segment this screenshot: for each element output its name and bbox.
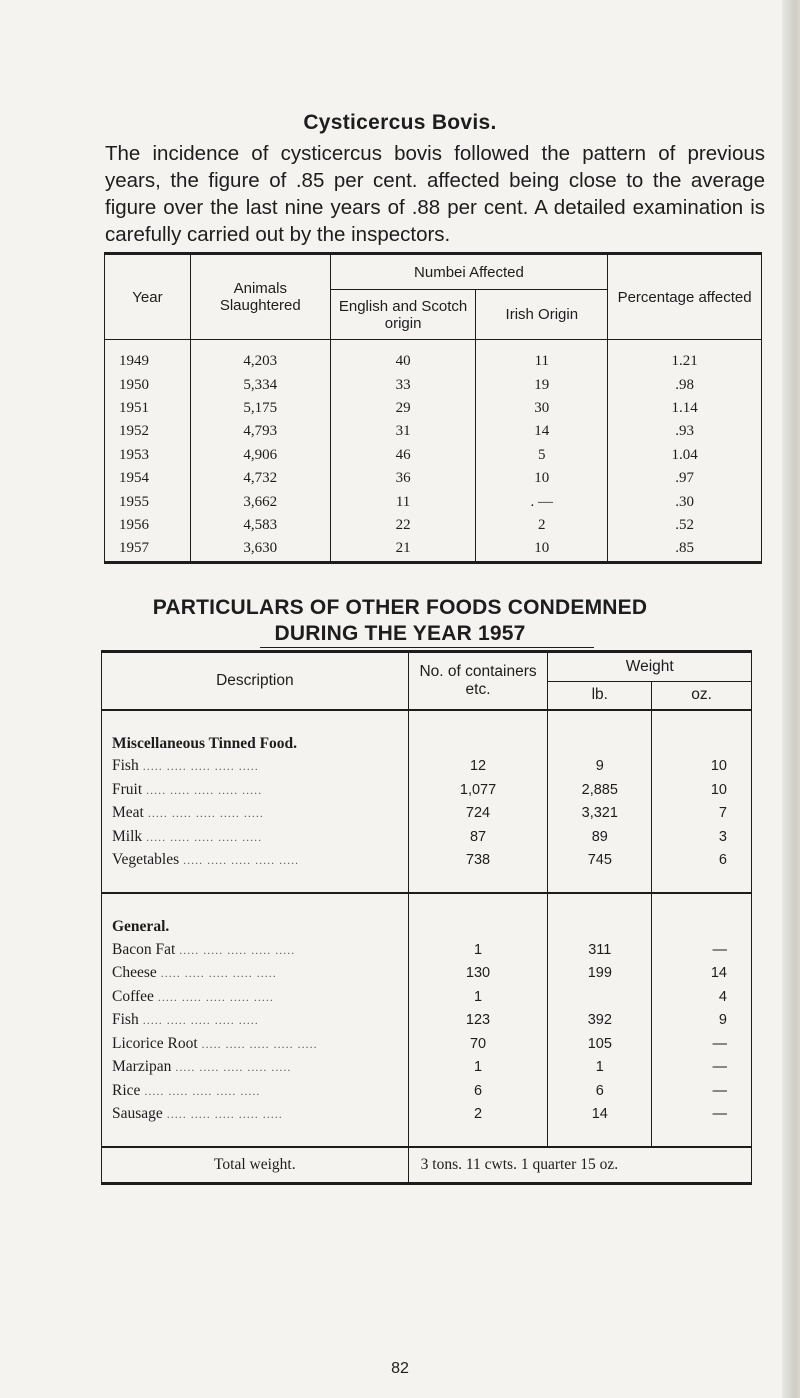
table-row [102,849,752,873]
cell-irish: . — [476,490,608,513]
empty-cell [408,710,548,755]
cell-animals: 4,906 [190,444,330,467]
cell-year: 1956 [105,514,191,537]
cell-english: 33 [330,373,476,396]
cell-lb: 392 [548,1009,652,1033]
dot-leader: ..... ..... ..... ..... ..... [138,1013,259,1028]
page-edge-shadow [782,0,800,1398]
cell-containers: 1 [408,938,548,962]
dot-leader: ..... ..... ..... ..... ..... [153,989,274,1004]
cell-percentage: .98 [608,373,762,396]
foods-condemned-table [101,650,752,1185]
cell-english: 46 [330,444,476,467]
cell-oz: 10 [652,778,752,802]
empty-cell [652,893,752,938]
cell-year: 1951 [105,397,191,420]
header-percentage-affected: Percentage affected [608,254,762,340]
item-name: Sausage [112,1105,163,1123]
cell-irish: 2 [476,514,608,537]
section-title: Miscellaneous Tinned Food. [102,710,409,755]
cell-description [102,802,409,826]
header-description: Description [102,652,409,710]
cell-lb: 6 [548,1079,652,1103]
dot-leader: ..... ..... ..... ..... ..... [162,1107,283,1122]
cell-english: 11 [330,490,476,513]
cell-lb: 89 [548,825,652,849]
intro-paragraph: The incidence of cysticercus bovis followed the pattern of previous years, the figure of .85 per cent. affected being close to the average figure over the last nine years of .88 per cent. A detailed examination is carefully carried out by the inspectors. [105,142,765,246]
cell-containers: 738 [408,849,548,873]
table-row [102,1009,752,1033]
dot-leader: ..... ..... ..... ..... ..... [142,829,263,844]
cell-lb: 105 [548,1032,652,1056]
cell-description [102,755,409,779]
empty-cell [408,893,548,938]
table-row [102,755,752,779]
table1-body [105,340,762,563]
cell-lb: 745 [548,849,652,873]
dot-leader: ..... ..... ..... ..... ..... [138,759,259,774]
table-row [105,537,762,562]
header-english-scotch: English and Scotch origin [330,290,476,340]
item-name: Coffee [112,987,154,1005]
cell-english: 21 [330,537,476,562]
cell-description [102,825,409,849]
cell-irish: 11 [476,340,608,374]
header-oz: oz. [652,682,752,710]
cell-oz: — [652,938,752,962]
header-lb: lb. [548,682,652,710]
cell-english: 22 [330,514,476,537]
dot-leader: ..... ..... ..... ..... ..... [156,966,277,981]
cell-containers: 724 [408,802,548,826]
item-name: Fish [112,757,139,775]
section-row [102,710,752,755]
cell-irish: 30 [476,397,608,420]
item-name: Rice [112,1081,141,1099]
cell-lb: 2,885 [548,778,652,802]
table2-body [102,710,752,1148]
table-row [102,1103,752,1127]
table-row [105,420,762,443]
cell-irish: 10 [476,537,608,562]
cell-containers: 12 [408,755,548,779]
cell-irish: 19 [476,373,608,396]
section-row [102,893,752,938]
cell-description [102,1032,409,1056]
cell-year: 1954 [105,467,191,490]
item-name: Meat [112,804,144,822]
empty-cell [102,1126,409,1147]
cell-oz: — [652,1103,752,1127]
table-row [102,985,752,1009]
item-name: Fish [112,1011,139,1029]
header-irish-origin: Irish Origin [476,290,608,340]
table-row [102,962,752,986]
table-row [102,1032,752,1056]
table-row [102,938,752,962]
cell-description [102,938,409,962]
cell-percentage: .93 [608,420,762,443]
table-row [105,490,762,513]
cell-year: 1953 [105,444,191,467]
cell-oz: 3 [652,825,752,849]
cell-containers: 130 [408,962,548,986]
page-number: 82 [391,1360,409,1377]
item-name: Cheese [112,964,157,982]
cell-animals: 4,793 [190,420,330,443]
spacer-row [102,872,752,893]
empty-cell [652,710,752,755]
section-title: General. [102,893,409,938]
empty-cell [408,1126,548,1147]
cell-irish: 10 [476,467,608,490]
cell-containers: 2 [408,1103,548,1127]
cell-description [102,849,409,873]
foods-condemned-subtitle: DURING THE YEAR 1957 [274,622,526,645]
header-weight: Weight [548,652,752,682]
cell-oz: — [652,1079,752,1103]
dot-leader: ..... ..... ..... ..... ..... [142,782,263,797]
cell-containers: 70 [408,1032,548,1056]
cell-description [102,1103,409,1127]
title-underline [260,647,594,648]
header-containers: No. of containers etc. [408,652,548,710]
cell-year: 1952 [105,420,191,443]
cell-percentage: .30 [608,490,762,513]
table-row [105,340,762,374]
item-name: Milk [112,827,143,845]
table-row [105,373,762,396]
cell-percentage: .52 [608,514,762,537]
cell-animals: 4,203 [190,340,330,374]
total-row [102,1147,752,1184]
cell-description [102,778,409,802]
cell-description [102,985,409,1009]
table-row [105,397,762,420]
dot-leader: ..... ..... ..... ..... ..... [143,806,264,821]
cell-oz: — [652,1032,752,1056]
empty-cell [408,872,548,893]
cell-percentage: 1.04 [608,444,762,467]
cell-year: 1957 [105,537,191,562]
cell-english: 40 [330,340,476,374]
cell-percentage: 1.21 [608,340,762,374]
empty-cell [548,1126,652,1147]
table-row [102,802,752,826]
item-name: Fruit [112,780,143,798]
cell-lb: 9 [548,755,652,779]
cell-containers: 1,077 [408,778,548,802]
cell-oz: 9 [652,1009,752,1033]
total-value: 3 tons. 11 cwts. 1 quarter 15 oz. [408,1147,751,1184]
empty-cell [652,872,752,893]
cell-oz: — [652,1056,752,1080]
cell-percentage: .85 [608,537,762,562]
cell-oz: 10 [652,755,752,779]
cell-animals: 5,175 [190,397,330,420]
section-heading: Cysticercus Bovis. [303,111,497,134]
cell-english: 29 [330,397,476,420]
cell-year: 1949 [105,340,191,374]
cell-oz: 4 [652,985,752,1009]
cell-animals: 4,732 [190,467,330,490]
cell-description [102,1056,409,1080]
dot-leader: ..... ..... ..... ..... ..... [175,942,296,957]
cell-containers: 87 [408,825,548,849]
dot-leader: ..... ..... ..... ..... ..... [140,1083,261,1098]
table-row [105,444,762,467]
dot-leader: ..... ..... ..... ..... ..... [171,1060,292,1075]
table-row [102,825,752,849]
cell-percentage: .97 [608,467,762,490]
table-row [102,1056,752,1080]
cell-description [102,1009,409,1033]
header-year: Year [105,254,191,340]
item-name: Marzipan [112,1058,172,1076]
cell-oz: 6 [652,849,752,873]
empty-cell [548,872,652,893]
cell-irish: 5 [476,444,608,467]
cell-lb: 199 [548,962,652,986]
cell-lb: 1 [548,1056,652,1080]
cell-lb: 14 [548,1103,652,1127]
item-name: Licorice Root [112,1034,198,1052]
cell-lb: 3,321 [548,802,652,826]
cell-lb [548,985,652,1009]
cysticercus-table [104,252,762,564]
table-row [105,514,762,537]
spacer-row [102,1126,752,1147]
cell-description [102,962,409,986]
cell-irish: 14 [476,420,608,443]
cell-animals: 4,583 [190,514,330,537]
cell-english: 31 [330,420,476,443]
table-row [105,467,762,490]
cell-oz: 7 [652,802,752,826]
cell-year: 1955 [105,490,191,513]
cell-lb: 311 [548,938,652,962]
cell-description [102,1079,409,1103]
item-name: Vegetables [112,851,180,869]
dot-leader: ..... ..... ..... ..... ..... [179,853,300,868]
cell-percentage: 1.14 [608,397,762,420]
cell-year: 1950 [105,373,191,396]
table-row [102,778,752,802]
empty-cell [548,710,652,755]
header-animals-slaughtered: Animals Slaughtered [190,254,330,340]
dot-leader: ..... ..... ..... ..... ..... [197,1036,318,1051]
cell-animals: 5,334 [190,373,330,396]
cell-animals: 3,662 [190,490,330,513]
total-label: Total weight. [102,1147,409,1184]
empty-cell [548,893,652,938]
cell-animals: 3,630 [190,537,330,562]
empty-cell [102,872,409,893]
foods-condemned-title: PARTICULARS OF OTHER FOODS CONDEMNED [152,596,648,619]
table-row [102,1079,752,1103]
cell-english: 36 [330,467,476,490]
header-number-affected: Numbei Affected [330,254,607,290]
cell-containers: 123 [408,1009,548,1033]
cell-oz: 14 [652,962,752,986]
cell-containers: 1 [408,985,548,1009]
cell-containers: 6 [408,1079,548,1103]
item-name: Bacon Fat [112,940,176,958]
empty-cell [652,1126,752,1147]
cell-containers: 1 [408,1056,548,1080]
